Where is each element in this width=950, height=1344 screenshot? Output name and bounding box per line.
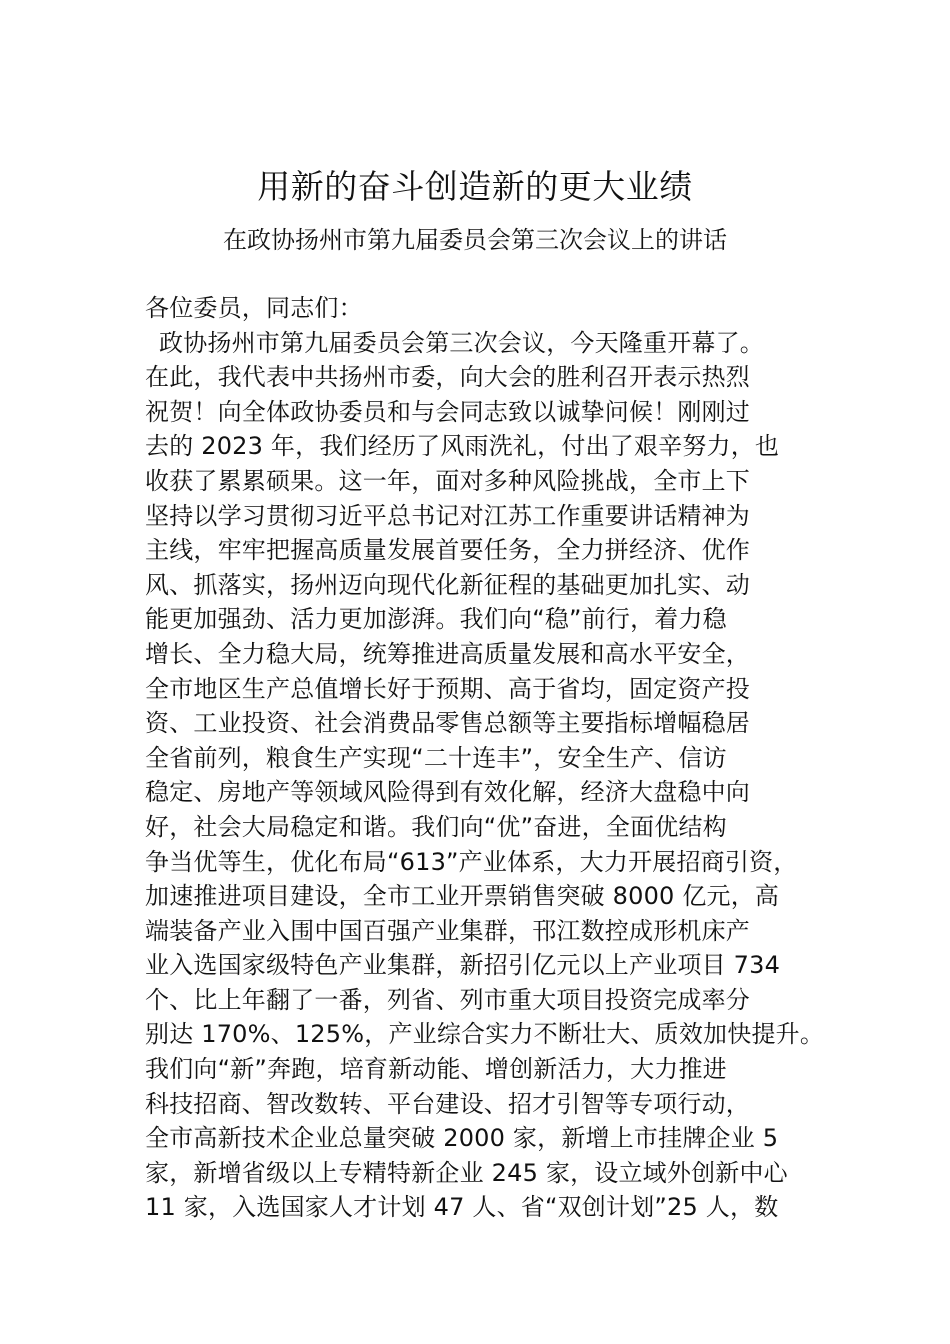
paragraph-line: 我们向“新”奔跑，培育新动能、增创新活力，大力推进 (145, 1055, 727, 1084)
paragraph-line: 端装备产业入围中国百强产业集群，邗江数控成形机床产 (145, 916, 750, 945)
paragraph-line: 收获了累累硕果。这一年，面对多种风险挑战，全市上下 (145, 466, 750, 495)
paragraph-line: 能更加强劲、活力更加澎湃。我们向“稳”前行，着力稳 (145, 605, 727, 634)
paragraph-line: 全市高新技术企业总量突破 2000 家，新增上市挂牌企业 5 (145, 1124, 779, 1153)
paragraph-line: 科技招商、智改数转、平台建设、招才引智等专项行动， (145, 1089, 750, 1118)
document-subtitle: 在政协扬州市第九届委员会第三次会议上的讲话 (223, 226, 727, 254)
paragraph-line: 全市地区生产总值增长好于预期、高于省均，固定资产投 (145, 674, 750, 703)
paragraph-line: 稳定、房地产等领域风险得到有效化解，经济大盘稳中向 (145, 778, 750, 807)
paragraph-line: 好，社会大局稳定和谐。我们向“优”奋进，全面优结构 (145, 812, 727, 841)
document-title: 用新的奋斗创造新的更大业绩 (257, 167, 693, 206)
paragraph-line: 个、比上年翻了一番，列省、列市重大项目投资完成率分 (145, 985, 750, 1014)
paragraph-line: 11 家，入选国家人才计划 47 人、省“双创计划”25 人，数 (145, 1193, 779, 1222)
paragraph-line: 在此，我代表中共扬州市委，向大会的胜利召开表示热烈 (145, 363, 750, 392)
paragraph-line: 全省前列，粮食生产实现“二十连丰”，安全生产、信访 (145, 743, 727, 772)
paragraph-line: 资、工业投资、社会消费品零售总额等主要指标增幅稳居 (145, 709, 750, 738)
paragraph-line: 祝贺！向全体政协委员和与会同志致以诚挚问候！刚刚过 (145, 397, 750, 426)
paragraph-line: 主线，牢牢把握高质量发展首要任务，全力拼经济、优作 (145, 536, 750, 565)
paragraph-line: 坚持以学习贯彻习近平总书记对江苏工作重要讲话精神为 (145, 501, 750, 530)
paragraph-line: 争当优等生，优化布局“613”产业体系，大力开展招商引资， (145, 847, 798, 876)
salutation: 各位委员，同志们： (145, 294, 363, 322)
paragraph-line: 增长、全力稳大局，统筹推进高质量发展和高水平安全， (145, 639, 750, 668)
paragraph-line: 加速推进项目建设，全市工业开票销售突破 8000 亿元，高 (145, 882, 780, 911)
paragraph-line: 家，新增省级以上专精特新企业 245 家，设立域外创新中心 (145, 1158, 788, 1187)
paragraph-line: 业入选国家级特色产业集群，新招引亿元以上产业项目 734 (145, 951, 781, 980)
paragraph-line: 别达 170%、125%，产业综合实力不断壮大、质效加快提升。 (145, 1020, 825, 1049)
document-body (145, 291, 835, 1225)
paragraph-line: 去的 2023 年，我们经历了风雨洗礼，付出了艰辛努力，也 (145, 432, 780, 461)
paragraph-line: 政协扬州市第九届委员会第三次会议，今天隆重开幕了。 (159, 328, 764, 357)
paragraph-line: 风、抓落实，扬州迈向现代化新征程的基础更加扎实、动 (145, 570, 750, 599)
